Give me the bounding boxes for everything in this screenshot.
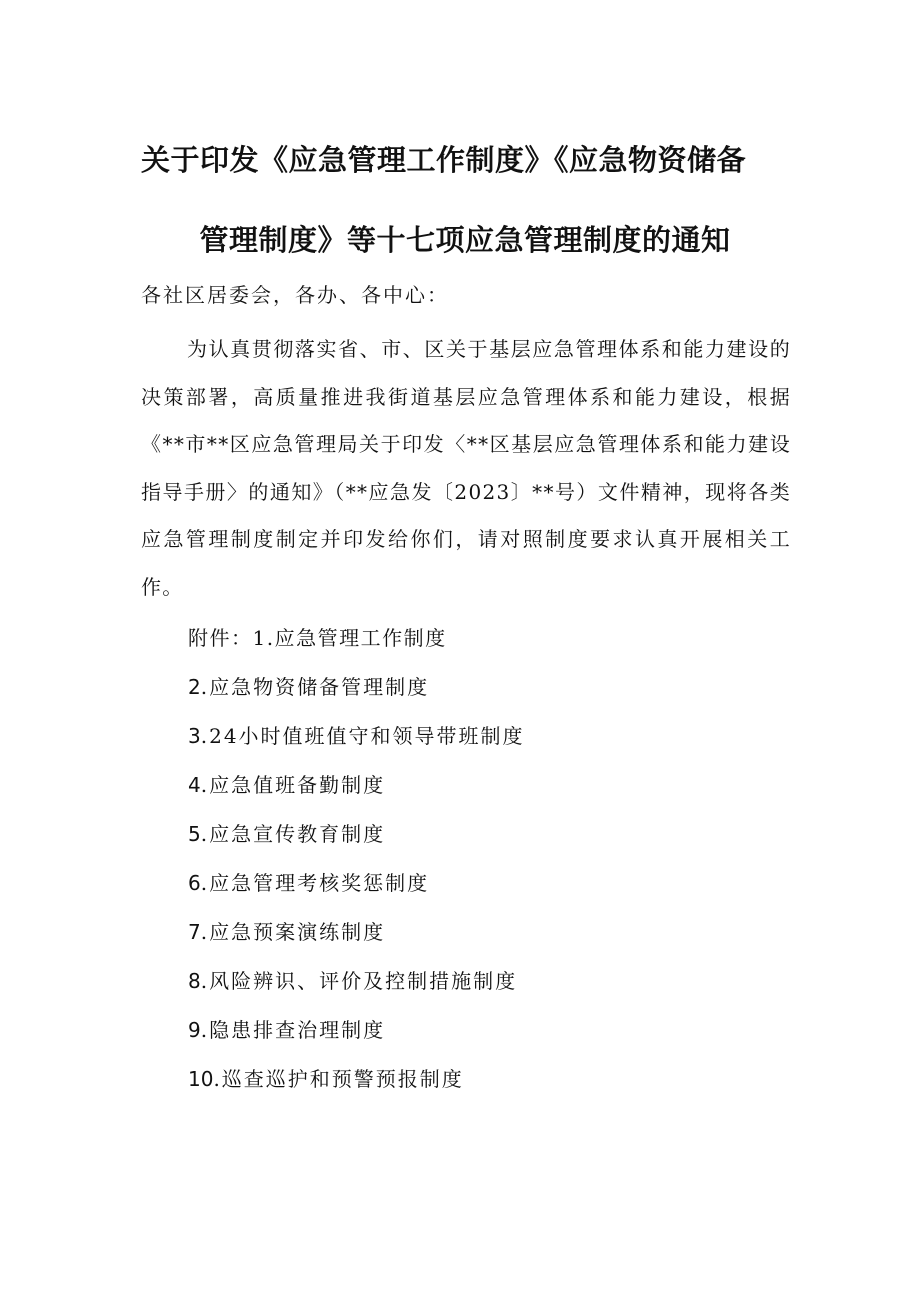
attachment-number: 2 (188, 675, 201, 699)
body-paragraph: 为认真贯彻落实省、市、区关于基层应急管理体系和能力建设的决策部署，高质量推进我街道基层应急管理体系和能力建设，根据《**市**区应急管理局关于印发〈**区基层应急管理体系和能力建设指导手册〉的通知》（**应急发〔2023〕**号）文件精神，现将各类应急管理制度制定并印发给你们，请对照制度要求认真开展相关工作。 (141, 337, 791, 599)
attachment-heading: 附件：1.应急管理工作制度 (188, 626, 447, 650)
attachment-label: .24小时值班值守和领导带班制度 (200, 724, 525, 748)
attachment-item (188, 859, 525, 908)
attachment-number: 7 (188, 920, 201, 944)
attachment-item (188, 1006, 525, 1055)
attachment-label: .应急管理考核奖惩制度 (200, 871, 430, 895)
attachment-item (188, 957, 525, 1006)
attachment-number: 3 (188, 724, 201, 748)
attachment-label: .应急预案演练制度 (200, 920, 386, 944)
attachment-label: .应急物资储备管理制度 (200, 675, 430, 699)
attachment-item (188, 761, 525, 810)
attachment-label: .巡查巡护和预警预报制度 (213, 1067, 464, 1091)
attachment-label: .隐患排查治理制度 (200, 1018, 386, 1042)
attachment-number: 4 (188, 773, 201, 797)
attachment-number: 6 (188, 871, 201, 895)
document-title-line-2: 管理制度》等十七项应急管理制度的通知 (199, 223, 731, 257)
attachment-item (188, 663, 525, 712)
attachment-item (188, 810, 525, 859)
attachment-item (188, 908, 525, 957)
attachment-number: 8 (188, 969, 201, 993)
attachment-number: 9 (188, 1018, 201, 1042)
attachment-item (188, 1055, 525, 1104)
attachment-list (188, 614, 525, 1104)
attachment-label: .风险辨识、评价及控制措施制度 (200, 969, 518, 993)
attachment-number: 5 (188, 822, 201, 846)
document-title-line-1: 关于印发《应急管理工作制度》《应急物资储备 (141, 143, 747, 177)
attachment-label: .应急值班备勤制度 (200, 773, 386, 797)
attachment-item (188, 712, 525, 761)
attachment-label: .应急宣传教育制度 (200, 822, 386, 846)
attachment-number: 10 (188, 1067, 214, 1091)
salutation: 各社区居委会，各办、各中心： (141, 283, 449, 307)
